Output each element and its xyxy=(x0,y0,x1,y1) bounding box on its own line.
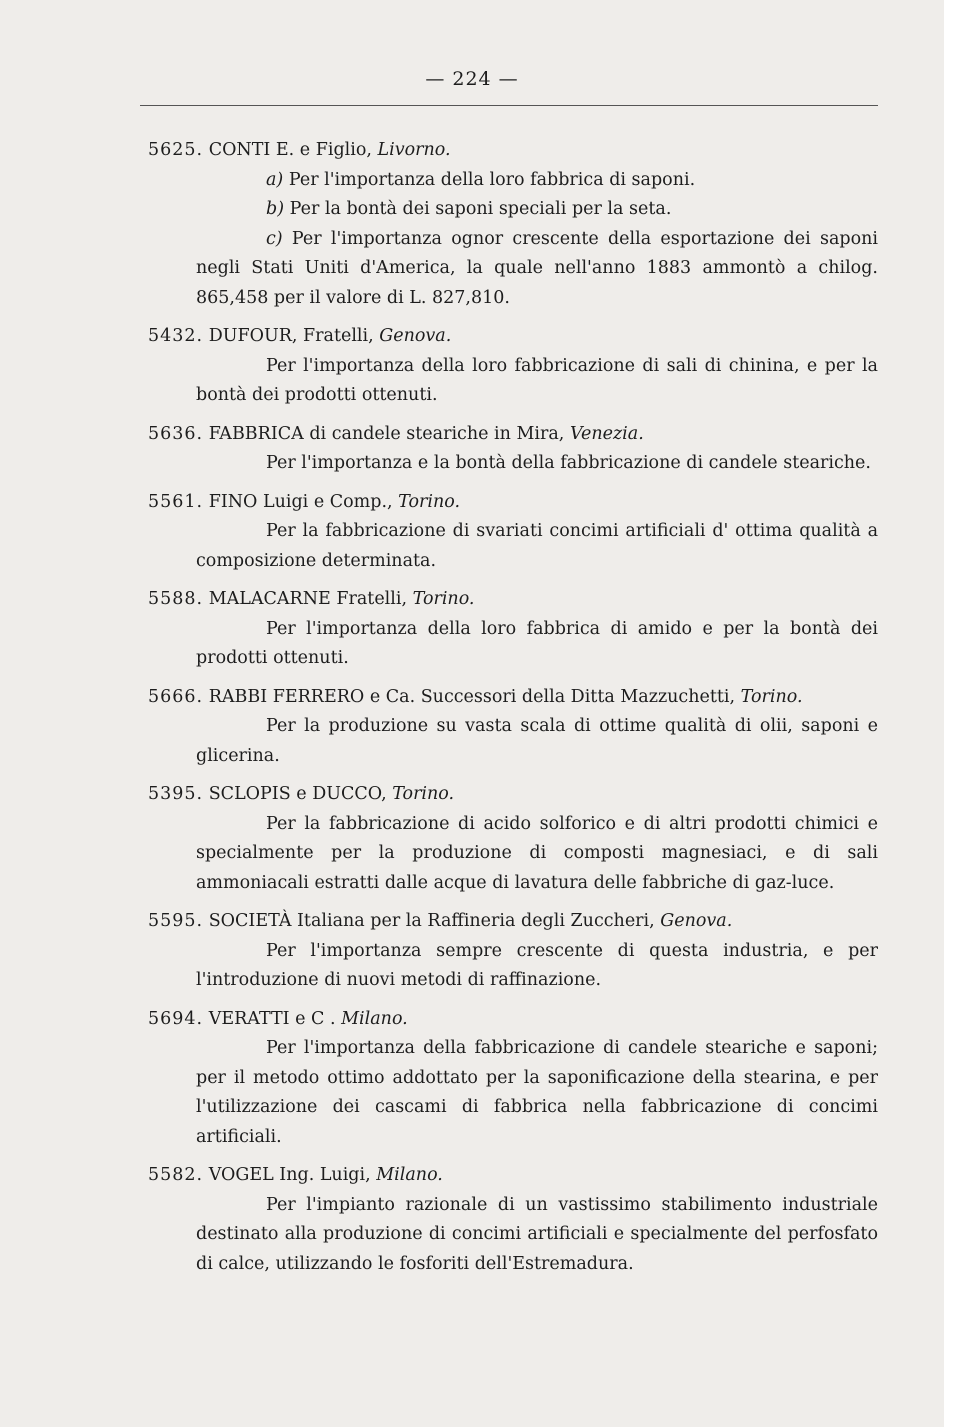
entry-name: FABBRICA di candele steariche in Mira, xyxy=(208,423,565,444)
entry-place: Venezia. xyxy=(569,423,644,444)
entry-5636 xyxy=(148,420,878,479)
entry-name: SOCIETÀ Italiana per la Raffineria degli Zuccheri, xyxy=(208,911,655,931)
entry-heading xyxy=(148,683,878,713)
entry-name: DUFOUR, Fratelli, xyxy=(208,326,374,346)
entry-item xyxy=(148,225,878,314)
entry-name: SCLOPIS e DUCCO, xyxy=(208,784,387,804)
page-edge xyxy=(944,0,961,1427)
entry-5595 xyxy=(148,907,878,996)
entry-name: MALACARNE Fratelli, xyxy=(208,589,408,609)
entry-name: VOGEL Ing. Luigi, xyxy=(208,1165,371,1185)
entry-text: Per la produzione su vasta scala di ottime qualità di olii, saponi e glicerina. xyxy=(196,716,878,766)
entry-5694 xyxy=(148,1005,878,1153)
entry-text: Per l'importanza sempre crescente di questa industria, e per l'introduzione di nuovi metodi di raffinazione. xyxy=(196,940,878,990)
entry-place: Torino. xyxy=(398,491,461,512)
entry-name: VERATTI e C . xyxy=(208,1008,336,1029)
entry-heading xyxy=(148,322,878,352)
entry-item xyxy=(148,166,878,196)
entry-heading xyxy=(148,1005,878,1035)
entry-place: Torino. xyxy=(412,589,475,609)
entry-heading xyxy=(148,136,878,166)
item-text: Per la bontà dei saponi speciali per la seta. xyxy=(289,199,672,219)
entry-text: Per l'impianto razionale di un vastissimo stabilimento industriale destinato alla produzione di concimi artificiali e specialmente del perfosfato di calce, utilizzando le fosforiti dell'Estremadura. xyxy=(196,1194,878,1274)
entry-text: Per l'importanza della loro fabbrica di amido e per la bontà dei prodotti ottenuti. xyxy=(196,618,878,668)
entry-number: 5694. xyxy=(148,1008,204,1029)
entry-5432 xyxy=(148,322,878,411)
entry-name: CONTI E. e Figlio, xyxy=(208,140,372,160)
entry-place: Torino. xyxy=(740,686,803,707)
entry-heading xyxy=(148,488,878,518)
entry-name: RABBI FERRERO e Ca. Successori della Ditta Mazzuchetti, xyxy=(208,686,736,707)
entry-5582 xyxy=(148,1161,878,1279)
entry-5625 xyxy=(148,136,878,313)
entry-number: 5582. xyxy=(148,1165,204,1185)
entry-heading xyxy=(148,907,878,937)
entry-5588 xyxy=(148,585,878,674)
entry-number: 5636. xyxy=(148,423,204,444)
page-number: — 224 — xyxy=(425,68,519,90)
item-text: Per l'importanza della loro fabbrica di saponi. xyxy=(288,169,696,190)
entry-5561 xyxy=(148,488,878,577)
entry-place: Milano. xyxy=(376,1165,443,1185)
entry-5395 xyxy=(148,780,878,898)
entry-text: Per la fabbricazione di acido solforico e di altri prodotti chimici e specialmente per la produzione di composti magnesiaci, e di sali ammoniacali estratti dalle acque di lavatura delle fabbriche di gaz-luce. xyxy=(196,813,878,893)
item-label: b) xyxy=(266,199,285,219)
entry-place: Milano. xyxy=(341,1008,408,1029)
item-text: Per l'importanza ognor crescente della esportazione dei saponi negli Stati Uniti d'America, la quale nell'anno 1883 ammontò a chilog. 865,458 per il valore di L. 827,810. xyxy=(196,228,878,308)
entry-number: 5595. xyxy=(148,911,204,931)
entry-place: Torino. xyxy=(392,784,455,804)
entry-number: 5432. xyxy=(148,326,204,346)
entry-place: Genova. xyxy=(379,326,452,346)
header-rule xyxy=(140,105,878,106)
entry-heading xyxy=(148,420,878,450)
item-label: a) xyxy=(266,169,284,190)
entry-text: Per l'importanza e la bontà della fabbricazione di candele steariche. xyxy=(266,453,871,473)
entry-text: Per l'importanza della loro fabbricazione di sali di chinina, e per la bontà dei prodotti ottenuti. xyxy=(196,355,878,405)
entry-number: 5625. xyxy=(148,140,204,160)
page-body xyxy=(148,136,878,1288)
entry-item xyxy=(148,195,878,225)
item-label: c) xyxy=(266,228,283,249)
entry-number: 5588. xyxy=(148,589,204,609)
entry-heading xyxy=(148,780,878,810)
entry-number: 5666. xyxy=(148,686,204,707)
entry-heading xyxy=(148,585,878,615)
entry-name: FINO Luigi e Comp., xyxy=(208,491,393,512)
entry-place: Genova. xyxy=(660,911,733,931)
entry-number: 5561. xyxy=(148,491,204,512)
entry-text: Per la fabbricazione di svariati concimi artificiali d' ottima qualità a composizione determinata. xyxy=(196,521,878,571)
entry-heading xyxy=(148,1161,878,1191)
entry-number: 5395. xyxy=(148,784,204,804)
entry-place: Livorno. xyxy=(377,140,451,160)
entry-text: Per l'importanza della fabbricazione di candele steariche e saponi; per il metodo ottimo addottato per la saponificazione della stearina, e per l'utilizzazione dei cascami di fabbrica nella fabbricazione di concimi artificiali. xyxy=(196,1038,878,1147)
entry-5666 xyxy=(148,683,878,772)
